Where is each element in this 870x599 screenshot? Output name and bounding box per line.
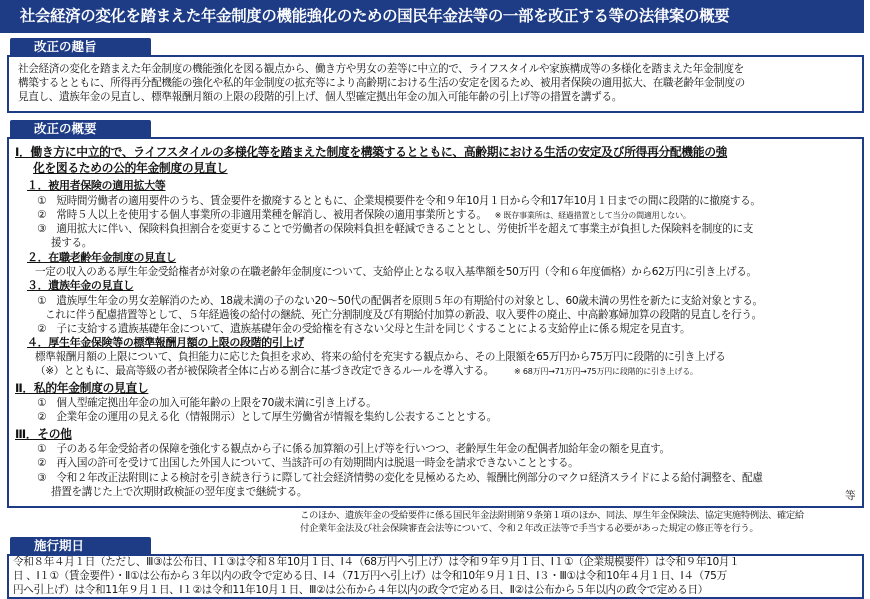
effective-date-box <box>7 554 864 599</box>
item-text: ① 子のある年金受給者の保障を強化する観点から子に係る加算額の引上げ等を行いつつ、老齢厚生年金の配偶者加給年金の額を見直す。 <box>37 443 670 455</box>
section-3-title: Ⅲ．その他 <box>15 427 72 441</box>
item-text: ① 遺族厚生年金の男女差解消のため、18歳未満の子のない20～50代の配偶者を原則５年の有期給付の対象とし、60歳未満の男性を新たに支給対象とする。 <box>37 295 763 307</box>
item-text: ② 企業年金の運用の見える化（情報開示）として厚生労働省が情報を集約し公表することとする。 <box>37 411 497 423</box>
item-text <box>35 364 698 379</box>
item-text: （※）とともに、最高等級の者が被保険者全体に占める割合に基づき改定できるルールを導入する。 <box>35 365 495 377</box>
etc-mark: 等 <box>845 490 856 502</box>
purpose-line: 社会経済の変化を踏まえた年金制度の機能強化を図る観点から、働き方や男女の差等に中立的で、ライフスタイルや家族構成等の多様化を踏まえた年金制度を <box>18 63 744 75</box>
section-tab-purpose: 改正の趣旨 <box>10 38 151 56</box>
item-note: ※ 既存事業所は、経過措置として当分の間適用しない。 <box>494 211 691 220</box>
note-line: このほか、遺族年金の受給要件に係る国民年金法附則第９条第１項のほか、同法、厚生年金保険法、協定実施特例法、確定給 <box>300 510 804 521</box>
section-1-title-cont: 化を図るための公的年金制度の見直し <box>33 161 228 175</box>
page-title: 社会経済の変化を踏まえた年金制度の機能強化のための国民年金法等の一部を改正する等の法律案の概要 <box>0 0 864 33</box>
item-text: 一定の収入のある厚生年金受給権者が対象の在職老齢年金制度について、支給停止となる収入基準額を50万円（令和６年度価格）から62万円に引き上げる。 <box>35 266 757 278</box>
item-text: 措置を講じた上で次期財政検証の翌年度まで継続する。 <box>51 486 308 498</box>
item-text: ② 子に支給する遺族基礎年金について、遺族基礎年金の受給権を有さない父母と生計を同じくすることによる支給停止に係る規定を見直す。 <box>37 323 691 335</box>
item-text: 標準報酬月額の上限について、負担能力に応じた負担を求め、将来の給付を充実する観点から、その上限額を65万円から75万円に段階的に引き上げる <box>35 351 726 363</box>
item-note: ※ 68万円→71万円→75万円に段階的に引き上げる。 <box>514 367 698 376</box>
subsection-1-4-title: ４．厚生年金保険等の標準報酬月額の上限の段階的引上げ <box>27 336 304 349</box>
item-text: ② 再入国の許可を受けて出国した外国人について、当該許可の有効期間内は脱退一時金を請求できないこととする。 <box>37 457 579 469</box>
effective-line: 日 、Ⅰ１①（賃金要件）・Ⅱ①は公布から３年以内の政令で定める日、Ⅰ４（71万円へ引上げ）は令和10年９月１日、Ⅰ３・Ⅲ①は令和10年４月１日、Ⅰ４（75万 <box>13 570 727 582</box>
effective-line: 令和８年４月１日（ただし、Ⅲ③は公布日、Ⅰ１③は令和８年10月１日、Ⅰ４（68万円へ引上げ）は令和９年９月１日、Ⅰ１①（企業規模要件）は令和９年10月１ <box>13 556 740 568</box>
purpose-line: 構築するとともに、所得再分配機能の強化や私的年金制度の拡充等により高齢期における生活の安定を図るため、被用者保険の適用拡大、在職老齢年金制度の <box>18 77 745 89</box>
subsection-1-3-title: ３．遺族年金の見直し <box>27 279 134 292</box>
subsection-1-2-title: ２．在職老齢年金制度の見直し <box>27 251 177 264</box>
overview-box <box>7 137 864 508</box>
subsection-1-1-title: １．被用者保険の適用拡大等 <box>27 179 166 192</box>
item-text <box>37 208 691 223</box>
note-line: 付企業年金法及び社会保険審査会法等について、令和２年改正法等で手当する必要があった規定の修正等を行う。 <box>300 522 759 534</box>
purpose-line: 見直し、遺族年金の見直し、標準報酬月額の上限の段階的引上げ、個人型確定拠出年金の加入可能年齢の引上げ等の措置を講ずる。 <box>18 91 622 103</box>
item-text: ① 短時間労働者の適用要件のうち、賃金要件を撤廃するとともに、企業規模要件を令和９年10月１日から令和17年10月１日までの間に段階的に撤廃する。 <box>37 195 761 207</box>
section-tab-overview: 改正の概要 <box>10 120 151 138</box>
supplementary-note <box>300 510 804 535</box>
section-2-title: Ⅱ．私的年金制度の見直し <box>15 381 149 395</box>
item-text: ② 常時５人以上を使用する個人事業所の非適用業種を解消し、被用者保険の適用事業所とする。 <box>37 209 487 221</box>
item-text: 援する。 <box>51 237 92 249</box>
effective-line: 円へ引上げ）は令和11年９月１日、Ⅰ１②は令和11年10月１日、Ⅲ②は公布から４年以内の政令で定める日、Ⅱ②は公布から５年以内の政令で定める日） <box>13 584 708 596</box>
item-text: これに伴う配慮措置等として、５年経過後の給付の継続、死亡分割制度及び有期給付加算の新設、収入要件の廃止、中高齢寡婦加算の段階的見直しを行う。 <box>45 309 762 321</box>
item-text: ③ 適用拡大に伴い、保険料負担割合を変更することで労働者の保険料負担を軽減できることとし、労使折半を超えて事業主が負担した保険料を制度的に支 <box>37 223 753 235</box>
purpose-box <box>7 55 864 113</box>
item-text: ① 個人型確定拠出年金の加入可能年齢の上限を70歳未満に引き上げる。 <box>37 397 377 409</box>
section-tab-effective-date: 施行期日 <box>10 537 151 555</box>
item-text: ③ 令和２年改正法附則による検討を引き続き行うに際して社会経済情勢の変化を見極めるため、報酬比例部分のマクロ経済スライドによる給付調整を、配慮 <box>37 472 763 484</box>
section-1-title: Ⅰ．働き方に中立的で、ライフスタイルの多様化等を踏まえた制度を構築するとともに、高齢期における生活の安定及び所得再分配機能の強 <box>15 145 728 159</box>
